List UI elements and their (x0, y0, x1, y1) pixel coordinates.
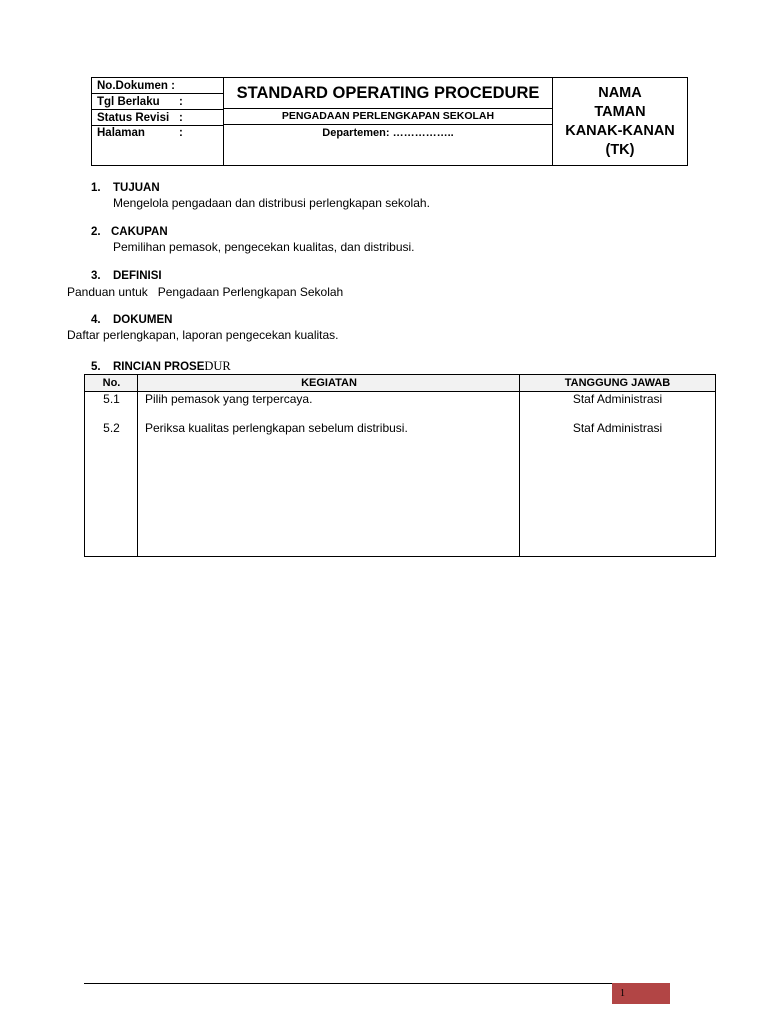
meta-row-document-number (92, 78, 223, 94)
meta-colon: : (179, 127, 183, 139)
section-heading-tujuan (91, 182, 160, 194)
procedure-table (84, 374, 716, 557)
section-title: RINCIAN PROSE (113, 361, 205, 373)
page-number-badge: 1 (612, 983, 670, 1004)
org-line: TAMAN (594, 103, 646, 120)
org-line: (TK) (605, 141, 635, 158)
meta-row-page (92, 125, 223, 141)
document-header (91, 77, 688, 166)
cell-activity: Pilih pemasok yang terpercaya. (145, 392, 313, 406)
meta-label: Halaman (97, 127, 145, 139)
section-body-definisi: Panduan untuk Pengadaan Perlengkapan Sekolah (67, 285, 344, 299)
cell-no: 5.1 (103, 392, 120, 406)
cell-responsible: Staf Administrasi (572, 421, 663, 435)
meta-colon: : (179, 112, 183, 124)
meta-row-effective-date (92, 94, 223, 110)
section-body-cakupan: Pemilihan pemasok, pengecekan kualitas, dan distribusi. (113, 240, 415, 254)
column-header-tanggung-jawab: TANGGUNG JAWAB (564, 377, 671, 389)
section-number: 4. (91, 314, 101, 326)
column-header-kegiatan: KEGIATAN (301, 377, 357, 389)
section-heading-cakupan (91, 226, 168, 238)
document-subtitle: PENGADAAN PERLENGKAPAN SEKOLAH (224, 109, 552, 125)
section-title: DOKUMEN (113, 314, 173, 326)
cell-activity: Periksa kualitas perlengkapan sebelum distribusi. (145, 421, 408, 435)
cell-responsible: Staf Administrasi (572, 392, 663, 406)
organization-name (553, 78, 687, 165)
section-title: DEFINISI (113, 270, 162, 282)
table-header-row (85, 375, 715, 392)
section-heading-rincian-prosedur (91, 359, 231, 374)
section-number: 1. (91, 182, 101, 194)
meta-label: No.Dokumen : (97, 80, 175, 92)
meta-label: Tgl Berlaku (97, 96, 160, 108)
org-line: KANAK-KANAN (565, 122, 675, 139)
section-title-tail: DUR (204, 359, 231, 373)
meta-row-revision-status (92, 110, 223, 126)
section-heading-definisi (91, 270, 162, 282)
document-title-block (224, 78, 553, 165)
meta-colon: : (179, 96, 183, 108)
section-body-tujuan: Mengelola pengadaan dan distribusi perlengkapan sekolah. (113, 196, 430, 210)
meta-label: Status Revisi (97, 112, 170, 124)
column-header-no: No. (102, 377, 121, 389)
org-line: NAMA (598, 84, 642, 101)
section-heading-dokumen (91, 314, 172, 326)
section-title: TUJUAN (113, 182, 160, 194)
document-title: STANDARD OPERATING PROCEDURE (224, 78, 552, 109)
section-number: 2. (91, 226, 101, 238)
footer-divider (84, 983, 669, 984)
cell-no: 5.2 (103, 421, 120, 435)
section-title: CAKUPAN (111, 226, 168, 238)
section-number: 3. (91, 270, 101, 282)
department-field: Departemen: …………….. (322, 127, 454, 139)
document-meta (92, 78, 224, 165)
section-number: 5. (91, 361, 101, 373)
section-body-dokumen: Daftar perlengkapan, laporan pengecekan kualitas. (67, 328, 339, 342)
